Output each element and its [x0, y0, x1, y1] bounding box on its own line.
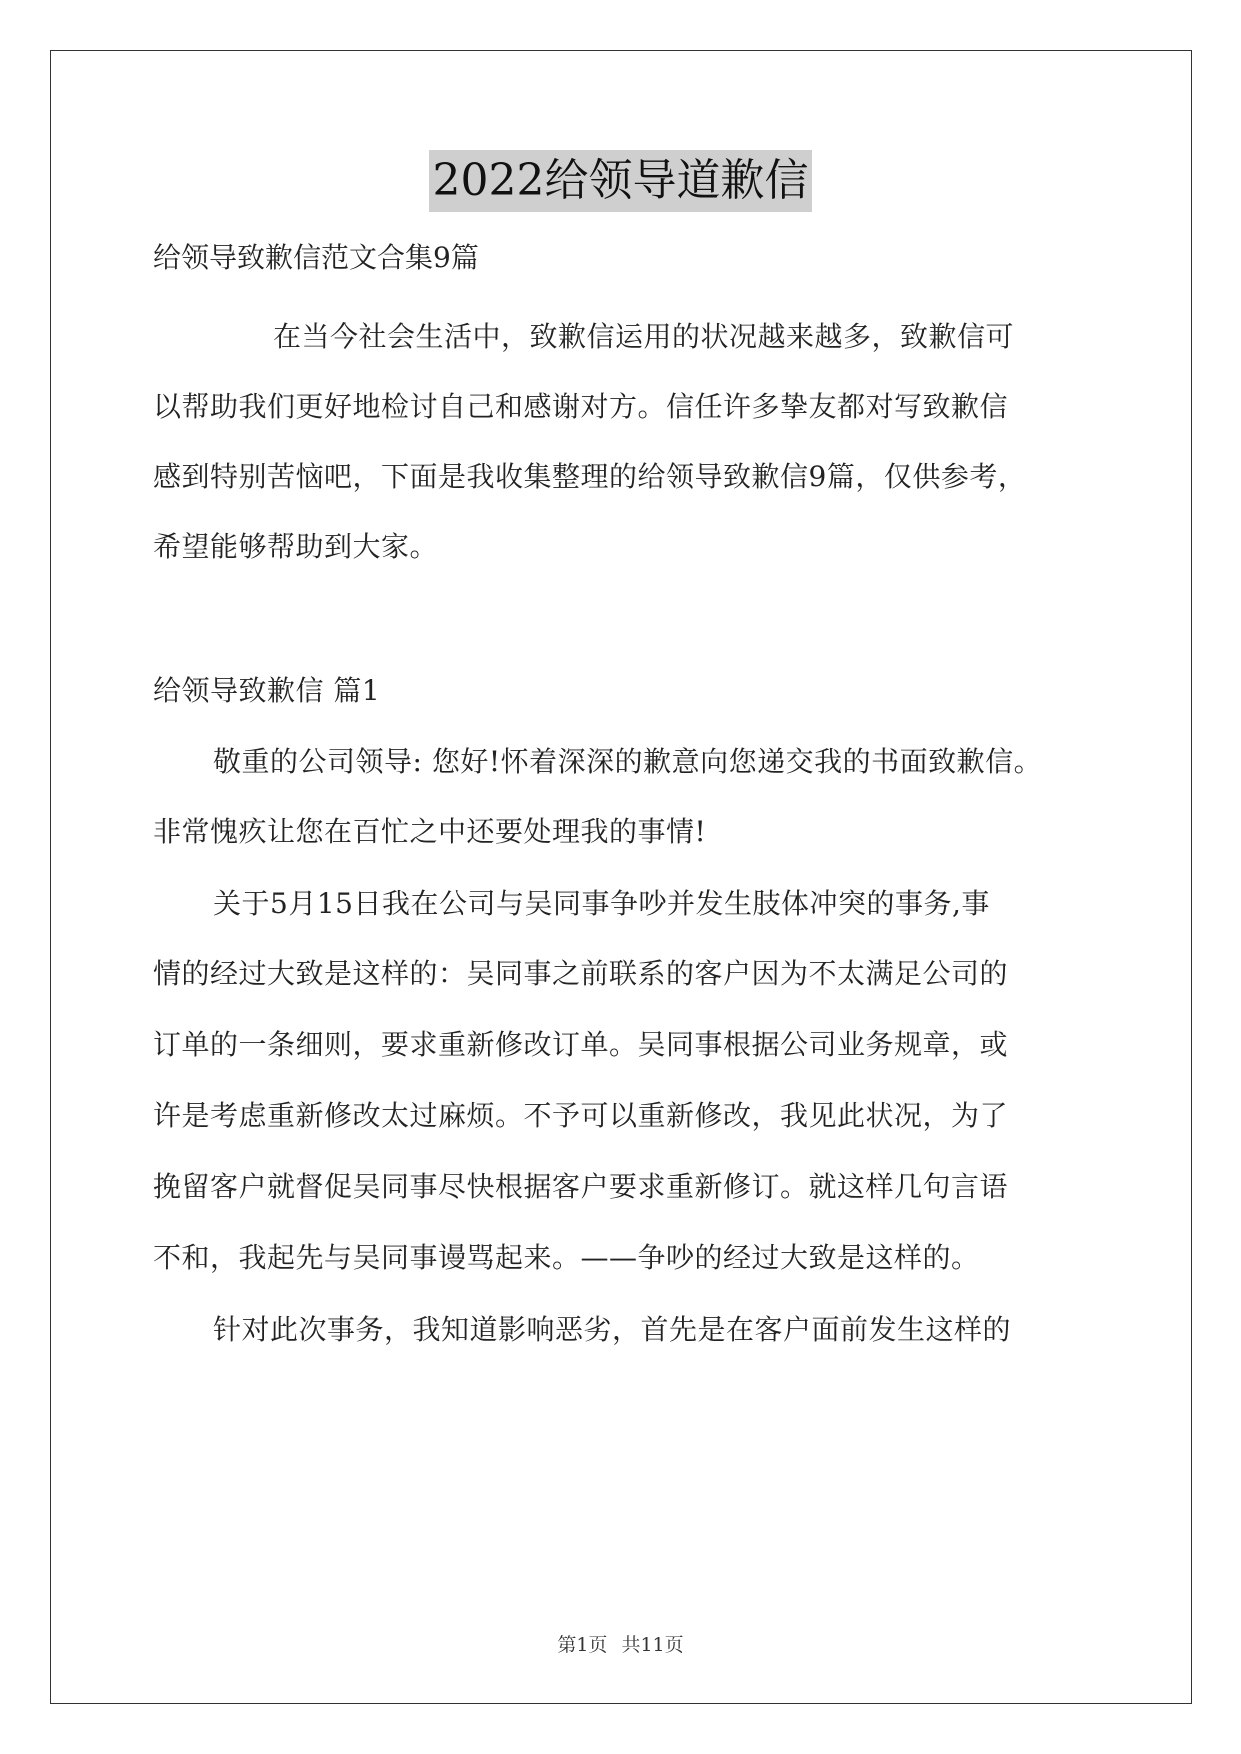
page-total: 共11页	[621, 1634, 684, 1656]
body-line: 情的经过大致是这样的：吴同事之前联系的客户因为不太满足公司的	[153, 957, 1009, 990]
body-line: 敬重的公司领导: 您好!怀着深深的歉意向您递交我的书面致歉信。	[213, 745, 1043, 778]
body-line: 以帮助我们更好地检讨自己和感谢对方。信任许多挚友都对写致歉信	[153, 390, 1009, 423]
body-line: 感到特别苦恼吧，下面是我收集整理的给领导致歉信9篇，仅供参考，	[153, 460, 1027, 493]
page-border	[50, 50, 1192, 1704]
page-number: 第1页	[557, 1634, 608, 1656]
body-line: 希望能够帮助到大家。	[153, 530, 439, 563]
document-title: 2022给领导道歉信	[429, 150, 813, 212]
body-line: 订单的一条细则，要求重新修改订单。吴同事根据公司业务规章，或	[153, 1028, 1009, 1061]
document-subtitle: 给领导致歉信范文合集9篇	[153, 241, 479, 274]
body-line: 针对此次事务，我知道影响恶劣，首先是在客户面前发生这样的	[213, 1313, 1012, 1346]
body-line: 挽留客户就督促吴同事尽快根据客户要求重新修订。就这样几句言语	[153, 1170, 1009, 1203]
body-line: 许是考虑重新修改太过麻烦。不予可以重新修改，我见此状况，为了	[153, 1099, 1009, 1132]
page-footer	[0, 1632, 1241, 1658]
body-line: 不和，我起先与吴同事谩骂起来。——争吵的经过大致是这样的。	[153, 1241, 980, 1274]
section-heading: 给领导致歉信 篇1	[153, 674, 381, 707]
body-line: 在当今社会生活中，致歉信运用的状况越来越多，致歉信可	[273, 320, 1015, 353]
body-line: 关于5月15日我在公司与吴同事争吵并发生肢体冲突的事务,事	[213, 887, 990, 920]
body-line: 非常愧疚让您在百忙之中还要处理我的事情!	[153, 815, 707, 848]
title-container	[0, 150, 1241, 212]
